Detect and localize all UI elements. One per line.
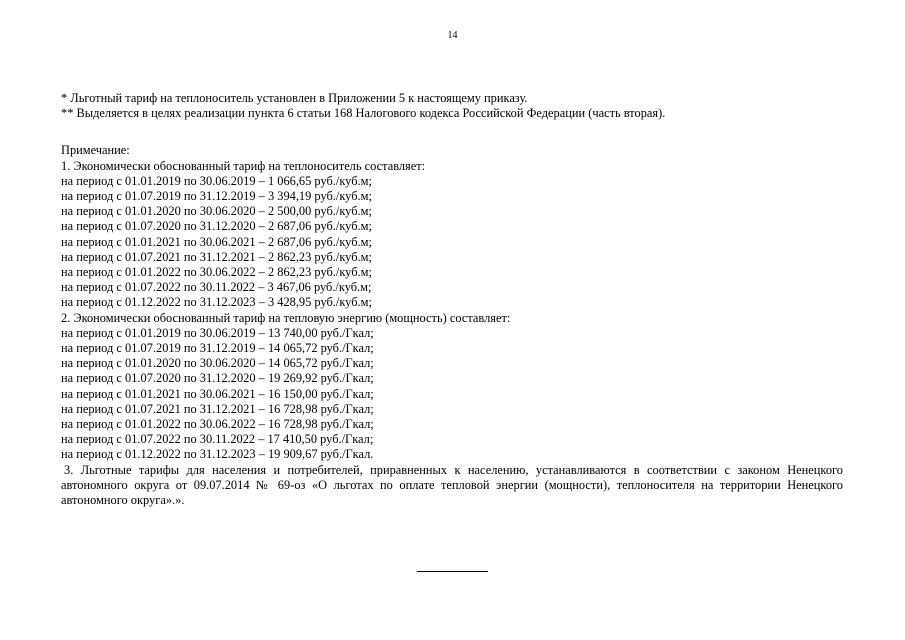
- note-heading: Примечание:: [61, 143, 130, 158]
- section2-period-line: на период с 01.01.2022 по 30.06.2022 – 16 728,98 руб./Гкал;: [61, 417, 374, 432]
- spacer: [61, 121, 843, 143]
- page-number: 14: [447, 30, 458, 41]
- section2-period-line: на период с 01.07.2021 по 31.12.2021 – 16 728,98 руб./Гкал;: [61, 401, 374, 416]
- section1-period-line: на период с 01.07.2020 по 31.12.2020 – 2 687,06 руб./куб.м;: [61, 219, 372, 234]
- section1-period-line: на период с 01.01.2019 по 30.06.2019 – 1 066,65 руб./куб.м;: [61, 173, 372, 188]
- section1-period-line: на период с 01.07.2019 по 31.12.2019 – 3 394,19 руб./куб.м;: [61, 189, 372, 204]
- section2-period-line: на период с 01.07.2022 по 30.11.2022 – 17 410,50 руб./Гкал;: [61, 432, 374, 447]
- section1-period-line: на период с 01.01.2020 по 30.06.2020 – 2 500,00 руб./куб.м;: [61, 204, 372, 219]
- section2-period-line: на период с 01.01.2020 по 30.06.2020 – 14 065,72 руб./Гкал;: [61, 356, 374, 371]
- document-body: [61, 91, 843, 508]
- section1-period-line: на период с 01.07.2022 по 30.11.2022 – 3 467,06 руб./куб.м;: [61, 280, 372, 295]
- section1-period-line: на период с 01.12.2022 по 31.12.2023 – 3 428,95 руб./куб.м;: [61, 295, 372, 310]
- section2-period-line: на период с 01.07.2019 по 31.12.2019 – 14 065,72 руб./Гкал;: [61, 341, 374, 356]
- section1-period-line: на период с 01.01.2021 по 30.06.2021 – 2 687,06 руб./куб.м;: [61, 234, 372, 249]
- footnote-double-asterisk: ** Выделяется в целях реализации пункта 6 статьи 168 Налогового кодекса Российской Федерации (часть вторая).: [61, 106, 666, 121]
- section1-title: 1. Экономически обоснованный тариф на теплоноситель составляет:: [61, 158, 426, 173]
- section1-list: [61, 174, 843, 311]
- section2-period-line: на период с 01.07.2020 по 31.12.2020 – 19 269,92 руб./Гкал;: [61, 371, 374, 386]
- end-rule-divider: [417, 571, 488, 572]
- section2-list: [61, 326, 843, 463]
- section1-period-line: на период с 01.07.2021 по 31.12.2021 – 2 862,23 руб./куб.м;: [61, 249, 372, 264]
- section1-period-line: на период с 01.01.2022 по 30.06.2022 – 2 862,23 руб./куб.м;: [61, 265, 372, 280]
- section3-paragraph: 3. Льготные тарифы для населения и потребителей, приравненных к населению, устанавливаются в соответствии с законом Ненецкого автономного округа от 09.07.2014 № 69-оз «О льготах по оплате тепловой энергии (мощности), теплоносителя на территории Ненецкого автономного округа».».: [61, 462, 843, 508]
- section2-period-line: на период с 01.12.2022 по 31.12.2023 – 19 909,67 руб./Гкал.: [61, 447, 374, 462]
- section2-period-line: на период с 01.01.2019 по 30.06.2019 – 13 740,00 руб./Гкал;: [61, 325, 374, 340]
- section2-title: 2. Экономически обоснованный тариф на тепловую энергию (мощность) составляет:: [61, 310, 511, 325]
- section2-period-line: на период с 01.01.2021 по 30.06.2021 – 16 150,00 руб./Гкал;: [61, 386, 374, 401]
- footnote-single-asterisk: * Льготный тариф на теплоноситель установлен в Приложении 5 к настоящему приказу.: [61, 91, 528, 105]
